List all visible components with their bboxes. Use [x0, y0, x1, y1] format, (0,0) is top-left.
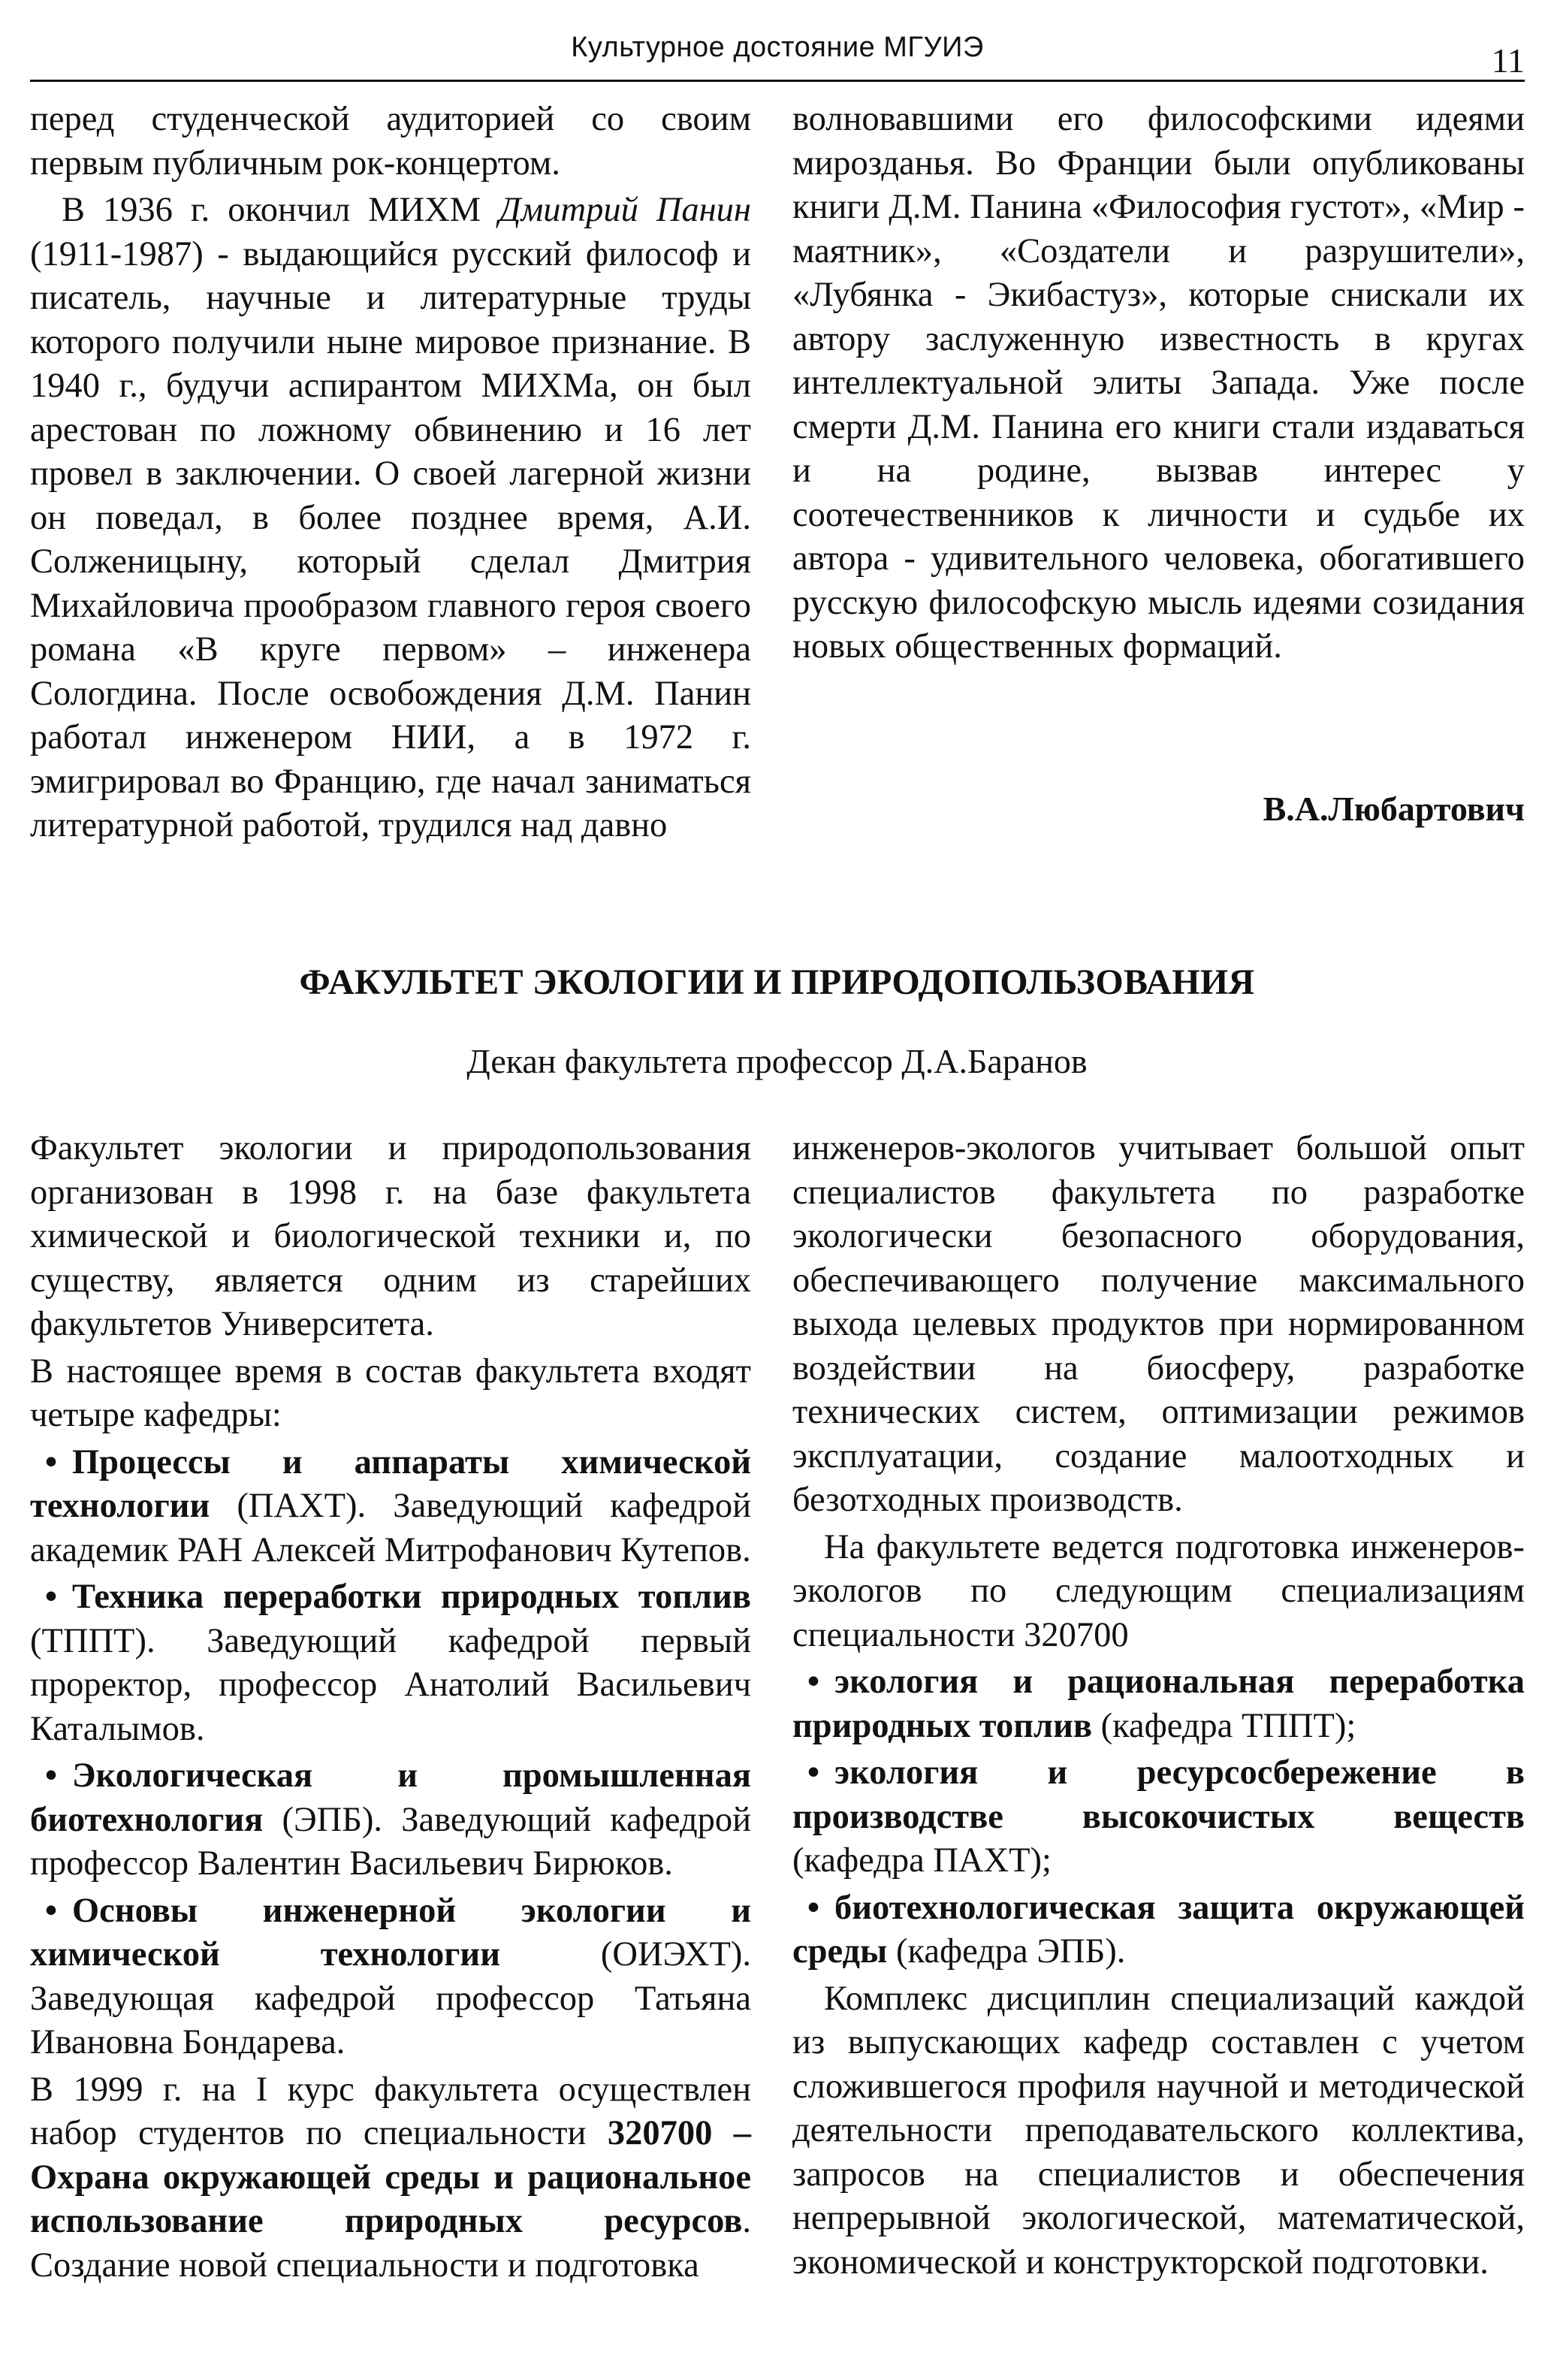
department-details: (ОИЭХТ). Заведующая кафедрой профессор Татьяна Ивановна Бондарева. [30, 1935, 751, 2061]
list-item [30, 1575, 751, 1751]
specialty-name: 320700 – Охрана окружающей среды и рациональное использование природных ресурсов [30, 2114, 751, 2240]
list-item [30, 1754, 751, 1886]
paragraph: Комплекс дисциплин специализаций каждой из выпускающих кафедр составлен с учетом сложившегося профиля научной и методической деятельности преподавательского коллектива, запросов на специалистов и обеспечения непрерывной экологической, математической, экономической и конструкторской подготовки. [792, 1979, 1525, 2282]
page-number: 11 [1491, 41, 1525, 80]
specialization-details: (кафедра ТППТ); [1091, 1706, 1356, 1745]
department-details: (ТППТ). Заведующий кафедрой первый проректор, профессор Анатолий Васильевич Каталымов. [30, 1621, 751, 1748]
paragraph: перед студенческой аудиторией со своим первым публичным рок-концертом. [30, 100, 751, 183]
paragraph [30, 2068, 751, 2288]
bullet-icon: • [44, 1756, 58, 1795]
list-item [792, 1660, 1525, 1748]
paragraph: В настоящее время в состав факультета входят четыре кафедры: [30, 1352, 751, 1434]
section-title: ФАКУЛЬТЕТ ЭКОЛОГИИ И ПРИРОДОПОЛЬЗОВАНИЯ [299, 962, 1255, 1002]
author-signature: В.А.Любартович [1263, 790, 1525, 828]
top-article-right-column [792, 98, 1525, 669]
section-right-column [792, 1127, 1525, 2285]
section-subtitle: Декан факультета профессор Д.А.Баранов [466, 1042, 1088, 1080]
department-name: Техника переработки природных топлив [72, 1578, 751, 1616]
bullet-icon: • [44, 1891, 58, 1930]
bullet-icon: • [807, 1753, 820, 1792]
running-title: Культурное достояние МГУИЭ [571, 32, 984, 63]
bullet-icon: • [807, 1888, 820, 1927]
specialization-details: (кафедра ЭПБ). [887, 1932, 1126, 1971]
paragraph: инженеров-экологов учитывает большой опыт специалистов факультета по разработке экологически безопасного оборудования, обеспечивающего получение максимального выхода целевых продуктов при нормированном воздействии на биосферу, разработке технических систем, оптимизации режимов эксплуатации, создание малоотходных и безотходных производств. [792, 1129, 1525, 1519]
paragraph: волновавшими его философскими идеями мирозданья. Во Франции были опубликованы книги Д.М. Панина «Философия густот», «Мир - маятник», «Создатели и разрушители», «Лубянка - Экибастуз», которые снискали их автору заслуженную известность в кругах интеллектуальной элиты Запада. Уже после смерти Д.М. Панина его книги стали издаваться и на родине, вызвав интерес у соотечественников к личности и судьбе их автора - удивительного человека, обогатившего русскую философскую мысль идеями созидания новых общественных формаций. [792, 100, 1525, 666]
specialization-name: экология и рациональная переработка природных топлив [792, 1663, 1525, 1745]
paragraph: На факультете ведется подготовка инженеров-экологов по следующим специализациям специальности 320700 [792, 1527, 1525, 1654]
paragraph [30, 189, 751, 848]
department-details: (ЭПБ). Заведующий кафедрой профессор Валентин Васильевич Бирюков. [30, 1800, 751, 1883]
list-item [30, 1889, 751, 2065]
list-item [792, 1751, 1525, 1883]
bullet-icon: • [44, 1578, 58, 1616]
bullet-icon: • [44, 1442, 58, 1481]
department-name: Процессы и аппараты химической технологии [30, 1442, 751, 1525]
top-article-left-column [30, 98, 751, 848]
person-name: Дмитрий Панин [499, 191, 751, 229]
list-item [30, 1441, 751, 1573]
department-name: Экологическая и промышленная биотехнология [30, 1756, 751, 1839]
department-name: Основы инженерной экологии и химической технологии [30, 1891, 751, 1974]
paragraph: Факультет экологии и природопользования организован в 1998 г. на базе факультета химической и биологической техники и, по существу, является одним из старейших факультетов Университета. [30, 1129, 751, 1343]
specialization-name: экология и ресурсосбережение в производстве высокочистых веществ [792, 1753, 1525, 1836]
text-run: . Создание новой специальности и подготовка [30, 2202, 751, 2285]
text-run: В 1936 г. окончил МИХМ [62, 191, 499, 229]
text-run: (1911-1987) - выдающийся русский философ и писатель, научные и литературные труды которого получили ныне мировое признание. В 1940 г., будучи аспирантом МИХМа, он был арестован по ложному обвинению и 16 лет провел в заключении. О своей лагерной жизни он поведал, в более позднее время, А.И. Солженицыну, который сделал Дмитрия Михайловича прообразом главного героя своего романа «В круге первом» – инженера Сологдина. После освобождения Д.М. Панин работал инженером НИИ, а в 1972 г. эмигрировал во Францию, где начал заниматься литературной работой, трудился над давно [30, 234, 751, 844]
running-header [30, 27, 1525, 82]
text-run: В 1999 г. на I курс факультета осуществлен набор студентов по специальности [30, 2070, 751, 2152]
specialization-name: биотехнологическая защита окружающей среды [792, 1888, 1525, 1971]
section-left-column [30, 1127, 751, 2288]
specialization-details: (кафедра ПАХТ); [792, 1841, 1052, 1880]
list-item [792, 1886, 1525, 1974]
department-details: (ПАХТ). Заведующий кафедрой академик РАН Алексей Митрофанович Кутепов. [30, 1487, 751, 1569]
bullet-icon: • [807, 1663, 820, 1701]
